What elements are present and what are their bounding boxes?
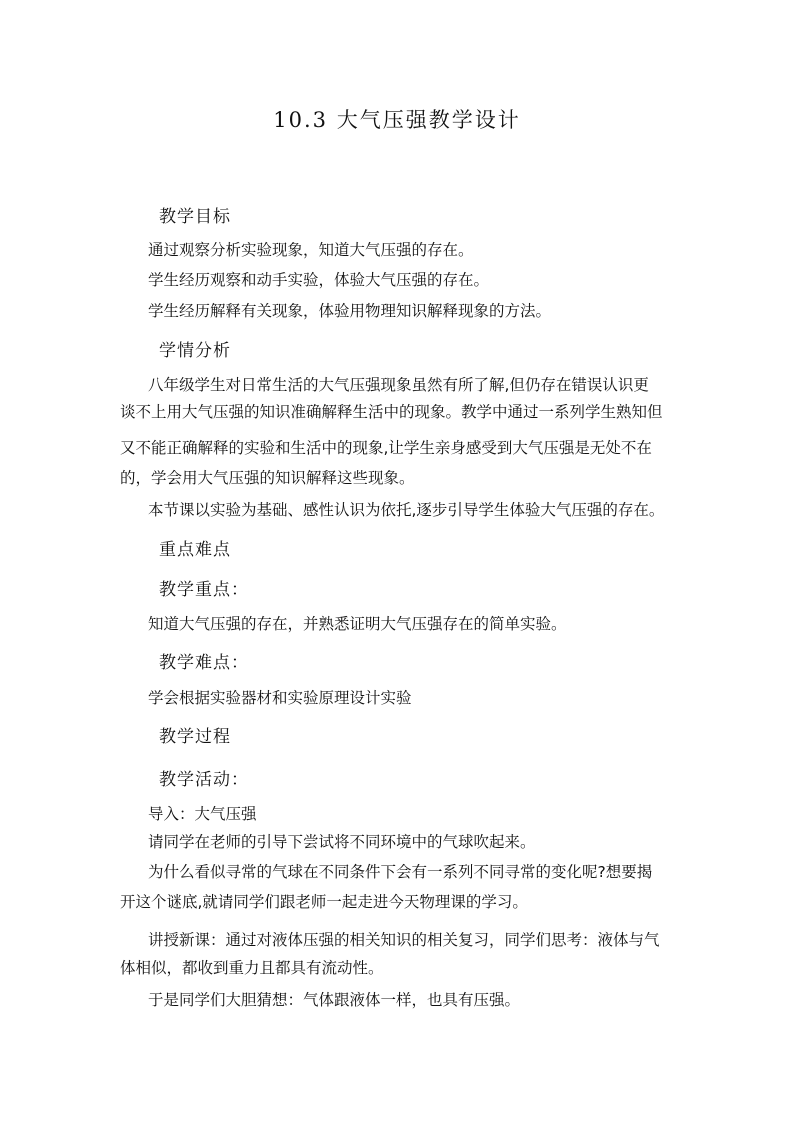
analysis-line: 本节课以实验为基础、感性认识为依托,逐步引导学生体验大气压强的存在。	[148, 501, 665, 519]
difficulty-text: 学会根据实验器材和实验原理设计实验	[148, 689, 412, 707]
question-line: 开这个谜底,就请同学们跟老师一起走进今天物理课的学习。	[120, 893, 528, 911]
page-title: 10.3 大气压强教学设计	[273, 108, 521, 132]
analysis-line: 八年级学生对日常生活的大气压强现象虽然有所了解,但仍存在错误认识更	[148, 376, 649, 394]
analysis-heading: 学情分析	[159, 341, 231, 361]
objective-item: 学生经历观察和动手实验，体验大气压强的存在。	[148, 271, 490, 289]
guess-line: 于是同学们大胆猜想：气体跟液体一样，也具有压强。	[148, 991, 521, 1009]
activity-subheading: 教学活动：	[159, 770, 249, 790]
key-points-text: 知道大气压强的存在，并熟悉证明大气压强存在的简单实验。	[148, 615, 567, 633]
key-points-heading: 重点难点	[159, 540, 231, 560]
teach-line: 讲授新课：通过对液体压强的相关知识的相关复习，同学们思考：液体与气	[148, 931, 660, 949]
teach-line: 体相似，都收到重力且都具有流动性。	[120, 959, 384, 977]
objectives-heading: 教学目标	[159, 207, 231, 227]
question-line: 为什么看似寻常的气球在不同条件下会有一系列不同寻常的变化呢?想要揭	[148, 863, 653, 881]
process-heading: 教学过程	[159, 727, 231, 747]
intro-instruction: 请同学在老师的引导下尝试将不同环境中的气球吹起来。	[148, 833, 536, 851]
objective-item: 学生经历解释有关现象，体验用物理知识解释现象的方法。	[148, 302, 552, 320]
difficulty-subheading: 教学难点：	[159, 653, 249, 673]
objective-item: 通过观察分析实验现象，知道大气压强的存在。	[148, 241, 474, 259]
key-points-subheading: 教学重点：	[159, 580, 249, 600]
analysis-line: 谈不上用大气压强的知识准确解释生活中的现象。教学中通过一系列学生熟知但	[120, 403, 663, 421]
analysis-line: 又不能正确解释的实验和生活中的现象,让学生亲身感受到大气压强是无处不在	[120, 439, 652, 457]
intro-line: 导入：大气压强	[148, 805, 257, 823]
analysis-line: 的，学会用大气压强的知识解释这些现象。	[120, 469, 415, 487]
